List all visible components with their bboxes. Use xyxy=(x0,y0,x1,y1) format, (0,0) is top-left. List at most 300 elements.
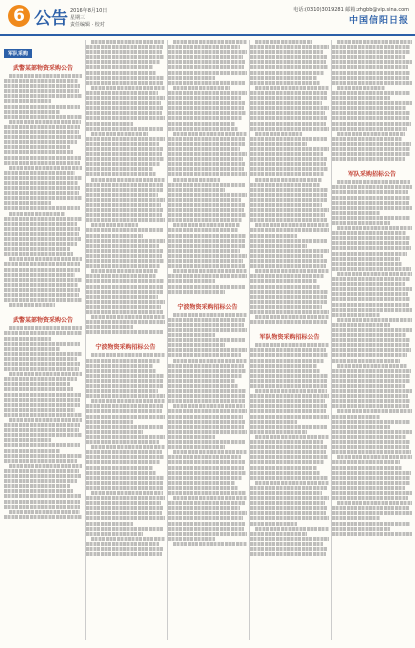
text-line xyxy=(255,315,329,319)
notice-body xyxy=(332,40,412,161)
text-line xyxy=(4,428,79,432)
text-line xyxy=(86,455,164,459)
text-line xyxy=(168,122,235,126)
text-line xyxy=(91,40,164,44)
text-line xyxy=(250,353,328,357)
text-line xyxy=(4,515,82,519)
text-line xyxy=(9,464,82,468)
text-line xyxy=(168,333,215,337)
text-line xyxy=(337,180,410,184)
text-line xyxy=(332,81,412,85)
text-line xyxy=(250,522,297,526)
text-line xyxy=(250,65,328,69)
notice-body xyxy=(168,40,247,294)
text-line xyxy=(168,198,241,202)
text-line xyxy=(91,353,165,357)
text-line xyxy=(250,137,327,141)
text-line xyxy=(168,455,241,459)
text-line xyxy=(4,500,80,504)
text-line xyxy=(91,269,158,273)
text-line xyxy=(332,246,411,250)
text-line xyxy=(332,142,411,146)
text-line xyxy=(86,420,133,424)
text-line xyxy=(168,348,247,352)
text-line xyxy=(168,285,245,289)
text-line xyxy=(4,484,70,488)
text-line xyxy=(91,399,165,403)
text-line xyxy=(4,84,80,88)
text-line xyxy=(250,76,317,80)
text-line xyxy=(4,474,81,478)
text-line xyxy=(337,455,412,459)
text-line xyxy=(332,297,410,301)
text-line xyxy=(250,96,327,100)
text-line xyxy=(86,552,162,556)
text-line xyxy=(173,269,247,273)
text-line xyxy=(4,171,75,175)
text-line xyxy=(168,384,238,388)
text-line xyxy=(173,40,247,44)
text-line xyxy=(332,435,406,439)
text-line xyxy=(250,305,322,309)
text-line xyxy=(168,65,244,69)
text-line xyxy=(86,188,163,192)
text-line xyxy=(173,132,247,136)
text-line xyxy=(86,547,163,551)
newspaper-brand: 中国信阳日报 xyxy=(348,16,409,26)
text-line xyxy=(86,466,153,470)
text-line xyxy=(168,234,246,238)
text-line xyxy=(332,353,407,357)
text-line xyxy=(86,285,163,289)
text-line xyxy=(86,295,158,299)
text-line xyxy=(86,122,133,126)
text-line xyxy=(86,101,161,105)
text-line xyxy=(332,425,390,429)
text-line xyxy=(86,274,156,278)
text-line xyxy=(173,86,230,90)
text-line xyxy=(250,506,327,510)
text-line xyxy=(250,476,328,480)
notice-gap xyxy=(332,162,412,167)
text-line xyxy=(4,201,51,205)
text-line xyxy=(86,527,163,531)
text-line xyxy=(4,242,77,246)
text-line xyxy=(4,145,70,149)
text-line xyxy=(332,71,410,75)
page-header xyxy=(0,0,415,36)
text-line xyxy=(4,181,78,185)
text-line xyxy=(168,486,238,490)
text-line xyxy=(332,262,402,266)
notice-title: 宁波物资采购招标公告 xyxy=(95,344,156,352)
text-line xyxy=(4,227,80,231)
text-line xyxy=(332,116,409,120)
text-line xyxy=(250,430,307,434)
text-line xyxy=(332,201,409,205)
text-line xyxy=(255,178,322,182)
notice-gap xyxy=(168,295,247,300)
text-line xyxy=(250,239,327,243)
text-line xyxy=(337,409,412,413)
text-line xyxy=(250,91,327,95)
text-line xyxy=(332,106,406,110)
text-line xyxy=(332,430,412,434)
text-line xyxy=(86,310,163,314)
text-line xyxy=(4,186,80,190)
text-line xyxy=(332,522,410,526)
text-line xyxy=(4,247,70,251)
text-line xyxy=(168,430,247,434)
text-line xyxy=(332,369,411,373)
text-line xyxy=(168,440,245,444)
text-line xyxy=(4,433,82,437)
text-line xyxy=(332,185,412,189)
text-line xyxy=(86,76,164,80)
text-line xyxy=(9,510,80,514)
text-line xyxy=(332,399,410,403)
text-line xyxy=(332,313,380,317)
text-line xyxy=(4,393,81,397)
text-line xyxy=(168,193,247,197)
text-line xyxy=(4,398,80,402)
text-line xyxy=(173,178,220,182)
text-line xyxy=(250,162,326,166)
text-line xyxy=(4,125,80,129)
text-line xyxy=(4,459,77,463)
text-line xyxy=(86,450,162,454)
text-line xyxy=(86,137,165,141)
text-line xyxy=(332,328,412,332)
text-line xyxy=(4,362,80,366)
text-line xyxy=(168,460,245,464)
text-line xyxy=(250,310,329,314)
text-line xyxy=(86,516,165,520)
text-line xyxy=(332,506,409,510)
notice-gap xyxy=(250,557,329,562)
text-line xyxy=(332,267,411,271)
text-line xyxy=(332,292,408,296)
text-line xyxy=(250,348,326,352)
text-line xyxy=(168,274,247,278)
text-line xyxy=(250,50,323,54)
text-line xyxy=(86,300,165,304)
text-line xyxy=(86,364,153,368)
text-line xyxy=(168,399,245,403)
text-line xyxy=(168,323,244,327)
text-line xyxy=(250,420,297,424)
text-line xyxy=(4,115,82,119)
text-line xyxy=(4,135,81,139)
text-line xyxy=(4,298,82,302)
text-line xyxy=(86,384,163,388)
text-line xyxy=(4,469,79,473)
text-line xyxy=(332,384,405,388)
text-line xyxy=(250,244,307,248)
text-line xyxy=(255,527,329,531)
notice-body xyxy=(250,343,329,556)
text-line xyxy=(255,86,329,90)
text-line xyxy=(4,262,80,266)
text-line xyxy=(250,537,329,541)
text-line xyxy=(250,203,322,207)
text-line xyxy=(4,217,82,221)
text-line xyxy=(332,137,402,141)
text-line xyxy=(173,359,247,363)
notice-body xyxy=(86,353,165,556)
text-line xyxy=(4,403,80,407)
page-number: 6 xyxy=(8,5,30,27)
text-line xyxy=(173,542,247,546)
text-line xyxy=(337,318,412,322)
text-line xyxy=(4,377,77,381)
text-line xyxy=(250,425,327,429)
text-line xyxy=(332,91,410,95)
text-line xyxy=(4,196,82,200)
text-line xyxy=(86,320,165,324)
text-line xyxy=(4,222,77,226)
text-line xyxy=(250,188,328,192)
text-line xyxy=(332,236,410,240)
text-line xyxy=(250,234,297,238)
text-line xyxy=(168,369,246,373)
text-line xyxy=(86,45,163,49)
text-line xyxy=(86,481,163,485)
text-line xyxy=(4,191,79,195)
editor-credit: 责任编辑 · 校对 xyxy=(70,22,105,28)
column-4 xyxy=(249,40,329,640)
text-line xyxy=(168,532,247,536)
text-line xyxy=(250,101,322,105)
text-line xyxy=(255,269,329,273)
text-line xyxy=(86,147,163,151)
text-line xyxy=(250,213,325,217)
text-line xyxy=(4,505,80,509)
text-line xyxy=(86,542,159,546)
text-line xyxy=(86,325,133,329)
text-line xyxy=(250,122,326,126)
text-line xyxy=(173,496,247,500)
text-line xyxy=(91,132,148,136)
text-line xyxy=(255,343,329,347)
text-line xyxy=(173,404,245,408)
text-line xyxy=(86,435,165,439)
text-line xyxy=(4,408,75,412)
section-title: 公告 xyxy=(34,9,68,29)
text-line xyxy=(337,272,412,276)
notice-gap xyxy=(250,325,329,330)
text-line xyxy=(250,384,327,388)
text-line xyxy=(332,221,390,225)
text-line xyxy=(86,522,133,526)
text-line xyxy=(332,343,409,347)
text-line xyxy=(9,257,82,261)
text-line xyxy=(250,228,329,232)
text-line xyxy=(4,206,80,210)
text-line xyxy=(332,415,380,419)
text-line xyxy=(250,198,327,202)
text-line xyxy=(4,293,79,297)
text-line xyxy=(86,228,163,232)
text-line xyxy=(86,91,158,95)
header-right xyxy=(293,6,409,26)
text-line xyxy=(250,511,326,515)
text-line xyxy=(250,501,325,505)
text-line xyxy=(250,394,329,398)
text-line xyxy=(250,285,320,289)
text-line xyxy=(250,460,324,464)
text-line xyxy=(4,273,75,277)
text-line xyxy=(168,338,245,342)
text-line xyxy=(332,323,390,327)
text-line xyxy=(250,106,329,110)
text-line xyxy=(332,216,410,220)
text-line xyxy=(86,496,165,500)
text-line xyxy=(332,460,400,464)
text-line xyxy=(4,443,80,447)
text-line xyxy=(250,547,327,551)
text-line xyxy=(168,420,245,424)
text-line xyxy=(168,476,242,480)
text-line xyxy=(250,55,327,59)
text-line xyxy=(332,450,411,454)
text-line xyxy=(86,330,163,334)
text-line xyxy=(4,347,60,351)
text-line xyxy=(250,167,328,171)
text-line xyxy=(332,231,406,235)
text-line xyxy=(255,223,329,227)
text-line xyxy=(337,226,412,230)
text-line xyxy=(168,213,246,217)
text-line xyxy=(332,338,410,342)
text-line xyxy=(86,172,156,176)
text-line xyxy=(86,501,161,505)
text-line xyxy=(168,157,243,161)
text-line xyxy=(332,496,408,500)
text-line xyxy=(86,506,163,510)
text-line xyxy=(337,501,412,505)
text-line xyxy=(168,228,238,232)
text-line xyxy=(250,218,327,222)
text-line xyxy=(4,423,80,427)
text-line xyxy=(4,494,81,498)
notice-body xyxy=(4,326,82,518)
text-line xyxy=(4,161,80,165)
text-line xyxy=(4,454,82,458)
text-line xyxy=(337,132,405,136)
text-line xyxy=(250,142,307,146)
text-line xyxy=(250,193,327,197)
text-line xyxy=(86,460,160,464)
contact-info: 电话:(0310)3019281 邮箱:zhgbb@vip.sina.com xyxy=(293,7,409,13)
text-line xyxy=(86,279,164,283)
notice-title: 宁波物资采购招标公告 xyxy=(177,303,238,311)
text-line xyxy=(168,506,240,510)
text-line xyxy=(4,479,77,483)
text-line xyxy=(168,45,240,49)
text-line xyxy=(332,333,406,337)
text-line xyxy=(86,379,163,383)
text-line xyxy=(332,127,407,131)
text-line xyxy=(168,147,240,151)
text-line xyxy=(4,105,80,109)
text-line xyxy=(9,326,82,330)
text-line xyxy=(86,106,163,110)
text-line xyxy=(250,172,324,176)
notice-title: 军队物资采购招标公告 xyxy=(259,334,320,342)
text-line xyxy=(4,110,60,114)
text-line xyxy=(168,60,245,64)
text-line xyxy=(168,106,244,110)
text-line xyxy=(86,193,158,197)
text-line xyxy=(173,223,240,227)
text-line xyxy=(250,71,324,75)
text-line xyxy=(168,71,247,75)
text-line xyxy=(168,183,245,187)
text-line xyxy=(86,389,158,393)
text-line xyxy=(337,86,385,90)
text-line xyxy=(4,150,73,154)
text-line xyxy=(332,379,410,383)
text-line xyxy=(4,352,82,356)
text-line xyxy=(86,511,162,515)
text-line xyxy=(86,213,162,217)
text-line xyxy=(250,147,329,151)
text-line xyxy=(86,471,156,475)
text-line xyxy=(4,489,73,493)
text-line xyxy=(86,374,164,378)
text-line xyxy=(332,486,405,490)
text-line xyxy=(91,315,165,319)
text-line xyxy=(86,218,165,222)
text-line xyxy=(86,65,153,69)
text-line xyxy=(86,142,159,146)
text-line xyxy=(250,254,323,258)
text-line xyxy=(168,537,215,541)
notice-gap xyxy=(86,335,165,340)
text-line xyxy=(168,290,225,294)
text-line xyxy=(86,476,164,480)
text-line xyxy=(168,101,245,105)
text-line xyxy=(250,374,328,378)
text-line xyxy=(250,300,327,304)
text-line xyxy=(250,116,327,120)
text-line xyxy=(250,152,323,156)
text-line xyxy=(255,40,312,44)
text-line xyxy=(332,481,410,485)
text-line xyxy=(168,353,241,357)
text-line xyxy=(168,394,245,398)
text-line xyxy=(250,111,325,115)
text-line xyxy=(4,382,70,386)
text-line xyxy=(168,218,242,222)
text-line xyxy=(4,237,81,241)
text-line xyxy=(168,116,242,120)
text-line xyxy=(86,127,163,131)
text-line xyxy=(9,120,82,124)
text-line xyxy=(332,532,412,536)
text-line xyxy=(91,86,165,90)
section-label: 军队采购 xyxy=(4,49,32,58)
column-2 xyxy=(85,40,165,640)
text-line xyxy=(332,359,400,363)
text-line xyxy=(9,418,82,422)
text-line xyxy=(332,308,412,312)
text-line xyxy=(168,466,244,470)
text-line xyxy=(332,303,409,307)
text-line xyxy=(86,244,159,248)
notice-gap xyxy=(332,537,412,542)
